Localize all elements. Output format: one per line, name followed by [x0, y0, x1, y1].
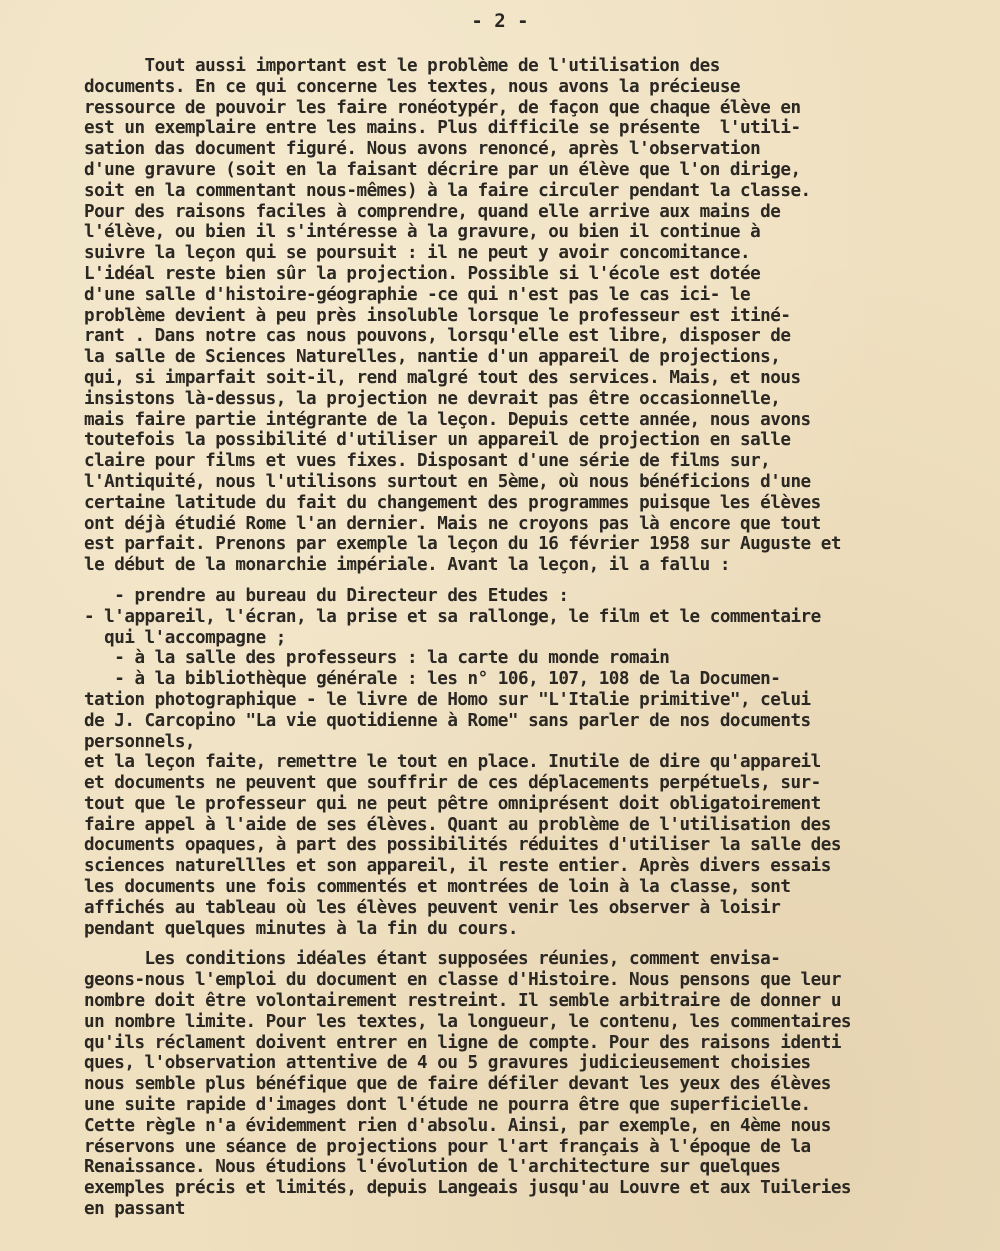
text-line: mais faire partie intégrante de la leçon. Depuis cette année, nous avons: [84, 409, 811, 430]
text-line: ressource de pouvoir les faire ronéotypér, de façon que chaque élève en: [84, 97, 801, 118]
text-line: Pour des raisons faciles à comprendre, quand elle arrive aux mains de: [84, 201, 781, 222]
text-line: rant . Dans notre cas nous pouvons, lorsqu'elle est libre, disposer de: [84, 326, 791, 347]
paragraph-gap: [84, 576, 1000, 586]
text-line: d'une salle d'histoire-géographie -ce qui n'est pas le cas ici- le: [84, 284, 751, 305]
text-line: qui l'accompagne ;: [84, 627, 286, 648]
text-line: le début de la monarchie impériale. Avant la leçon, il a fallu :: [84, 555, 730, 576]
text-line: soit en la commentant nous-mêmes) à la faire circuler pendant la classe.: [84, 180, 811, 201]
text-line: - l'appareil, l'écran, la prise et sa rallonge, le film et le commentaire: [84, 606, 821, 627]
text-line: l'Antiquité, nous l'utilisons surtout en 5ème, où nous bénéficions d'une: [84, 471, 811, 492]
text-line: ont déjà étudié Rome l'an dernier. Mais ne croyons pas là encore que tout: [84, 513, 821, 534]
text-line: insistons là-dessus, la projection ne devrait pas être occasionnelle,: [84, 388, 781, 409]
text-line: Tout aussi important est le problème de l'utilisation des: [84, 56, 720, 76]
text-line: - prendre au bureau du Directeur des Etudes :: [84, 585, 569, 606]
paragraph-documents-usage: [84, 56, 1000, 576]
text-line: et documents ne peuvent que souffrir de ces déplacements perpétuels, sur-: [84, 773, 821, 794]
text-line: un nombre limite. Pour les textes, la longueur, le contenu, les commentaires: [84, 1011, 852, 1032]
text-line: qui, si imparfait soit-il, rend malgré tout des services. Mais, et nous: [84, 367, 801, 388]
text-line: tation photographique - le livre de Homo sur "L'Italie primitive", celui: [84, 689, 811, 710]
text-line: la salle de Sciences Naturelles, nantie d'un appareil de projections,: [84, 347, 781, 368]
paragraph-ideal-conditions: [84, 949, 1000, 1219]
text-line: documents opaques, à part des possibilités réduites d'utiliser la salle des: [84, 835, 841, 856]
text-line: problème devient à peu près insoluble lorsque le professeur est itiné-: [84, 305, 791, 326]
text-line: suivre la leçon qui se poursuit : il ne peut y avoir concomitance.: [84, 243, 751, 264]
text-line: pendant quelques minutes à la fin du cours.: [84, 918, 518, 939]
text-line: Les conditions idéales étant supposées réunies, comment envisa-: [84, 949, 781, 970]
text-line: et la leçon faite, remettre le tout en place. Inutile de dire qu'appareil: [84, 752, 821, 773]
text-line: nous semble plus bénéfique que de faire défiler devant les yeux des élèves: [84, 1074, 831, 1095]
text-line: est parfait. Prenons par exemple la leçon du 16 février 1958 sur Auguste et: [84, 534, 841, 555]
text-line: faire appel à l'aide de ses élèves. Quant au problème de l'utilisation des: [84, 814, 831, 835]
paragraph-gap: [84, 939, 1000, 949]
text-line: - à la salle des professeurs : la carte du monde romain: [84, 648, 670, 669]
text-line: est un exemplaire entre les mains. Plus difficile se présente l'utili-: [84, 118, 801, 139]
text-line: exemples précis et limités, depuis Langeais jusqu'au Louvre et aux Tuileries: [84, 1178, 852, 1199]
document-body: [84, 56, 1000, 1220]
materials-list: [84, 586, 1000, 940]
text-line: en passant: [84, 1199, 185, 1220]
text-line: documents. En ce qui concerne les textes, nous avons la précieuse: [84, 76, 741, 97]
text-line: sciences naturellles et son appareil, il reste entier. Après divers essais: [84, 856, 831, 877]
text-line: sation das document figuré. Nous avons renoncé, après l'observation: [84, 139, 761, 160]
text-line: une suite rapide d'images dont l'étude ne pourra être que superficielle.: [84, 1095, 811, 1116]
text-line: qu'ils réclament doivent entrer en ligne de compte. Pour des raisons identi: [84, 1032, 841, 1053]
text-line: réservons une séance de projections pour l'art français à l'époque de la: [84, 1136, 811, 1157]
text-line: d'une gravure (soit en la faisant décrire par un élève que l'on dirige,: [84, 159, 801, 180]
page-number: - 2 -: [471, 10, 529, 32]
text-line: L'idéal reste bien sûr la projection. Possible si l'école est dotée: [84, 263, 761, 284]
text-line: certaine latitude du fait du changement des programmes puisque les élèves: [84, 492, 821, 513]
text-line: affichés au tableau où les élèves peuvent venir les observer à loisir: [84, 897, 781, 918]
text-line: claire pour films et vues fixes. Disposant d'une série de films sur,: [84, 451, 771, 472]
text-line: tout que le professeur qui ne peut pêtre omniprésent doit obligatoirement: [84, 793, 821, 814]
text-line: Renaissance. Nous étudions l'évolution de l'architecture sur quelques: [84, 1157, 781, 1178]
text-line: de J. Carcopino "La vie quotidienne à Rome" sans parler de nos documents: [84, 710, 811, 731]
text-line: l'élève, ou bien il s'intéresse à la gravure, ou bien il continue à: [84, 222, 761, 243]
text-line: nombre doit être volontairement restreint. Il semble arbitraire de donner u: [84, 991, 841, 1012]
text-line: les documents une fois commentés et montrées de loin à la classe, sont: [84, 877, 791, 898]
text-line: ques, l'observation attentive de 4 ou 5 gravures judicieusement choisies: [84, 1053, 811, 1074]
text-line: personnels,: [84, 731, 196, 752]
text-line: - à la bibliothèque générale : les n° 106, 107, 108 de la Documen-: [84, 669, 781, 690]
text-line: toutefois la possibilité d'utiliser un appareil de projection en salle: [84, 430, 791, 451]
text-line: geons-nous l'emploi du document en classe d'Histoire. Nous pensons que leur: [84, 970, 841, 991]
text-line: Cette règle n'a évidemment rien d'absolu. Ainsi, par exemple, en 4ème nous: [84, 1115, 831, 1136]
